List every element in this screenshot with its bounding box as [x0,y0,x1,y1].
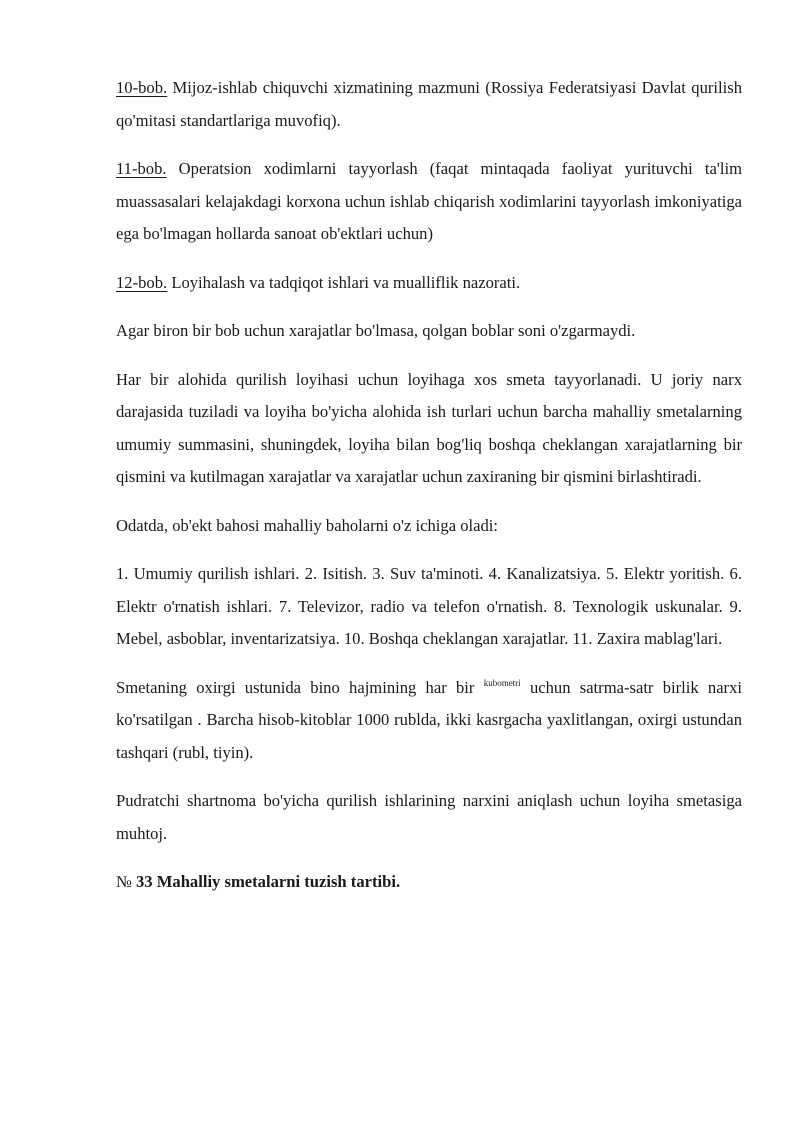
chapter-12-paragraph [116,267,742,300]
section-heading-title: 33 Mahalliy smetalarni tuzish tartibi. [136,872,401,891]
chapter-10-paragraph [116,72,742,137]
chapter-10-label: 10-bob. [116,78,168,97]
section-heading [116,866,742,899]
last-column-text-after: uchun satrma-satr birlik narxi ko'rsatilgan . Barcha hisob-kitoblar 1000 rublda, ikki kasrgacha yaxlitlangan, oxirgi ustundan tashqari (rubl, tiyin). [116,677,742,762]
cubic-meter-superscript: kubometri [483,677,521,688]
chapter-11-text: Operatsion xodimlarni tayyorlash (faqat mintaqada faoliyat yurituvchi ta'lim muassasalari kelajakdagi korxona uchun ishlab chiqarish xodimlarini tayyorlash imkoniyatiga ega bo'lmagan hollarda sanoat ob'ektlari uchun) [116,159,742,243]
chapter-10-text: Mijoz-ishlab chiquvchi xizmatining mazmuni (Rossiya Federatsiyasi Davlat qurilish qo'mitasi standartlariga muvofiq). [116,78,742,130]
chapter-11-paragraph [116,153,742,251]
contractor-paragraph: Pudratchi shartnoma bo'yicha qurilish ishlarining narxini aniqlash uchun loyiha smetasiga muhtoj. [116,791,742,843]
chapter-12-text: Loyihalash va tadqiqot ishlari va mualliflik nazorati. [171,272,521,292]
last-column-text-before: Smetaning oxirgi ustunida bino hajmining har bir [116,677,475,697]
missing-chapters-paragraph: Agar biron bir bob uchun xarajatlar bo'lmasa, qolgan boblar soni o'zgarmaydi. [116,321,636,340]
project-estimate-paragraph: Har bir alohida qurilish loyihasi uchun loyihaga xos smeta tayyorlanadi. U joriy narx darajasida tuziladi va loyiha bo'yicha alohida ish turlari uchun barcha mahalliy smetalarning umumiy summasini, shuningdek, loyiha bilan bog'liq boshqa cheklangan xarajatlarning bir qismini va kutilmagan xarajatlar va xarajatlar uchun zaxiraning bir qismini birlashtiradi. [116,369,742,486]
chapter-11-label: 11-bob. [116,159,167,178]
local-estimates-list-paragraph: 1. Umumiy qurilish ishlari. 2. Isitish. 3. Suv ta'minoti. 4. Kanalizatsiya. 5. Elektr yoritish. 6. Elektr o'rnatish ishlari. 7. Televizor, radio va telefon o'rnatish. 8. Texnologik uskunalar. 9. Mebel, asboblar, inventarizatsiya. 10. Boshqa cheklangan xarajatlar. 11. Zaxira mablag'lari. [116,564,742,648]
document-page [116,72,742,899]
number-sign: № [116,872,132,891]
chapter-12-label: 12-bob. [116,272,168,292]
last-column-paragraph [116,672,742,770]
object-estimate-intro-paragraph: Odatda, ob'ekt bahosi mahalliy baholarni o'z ichiga oladi: [116,515,498,535]
